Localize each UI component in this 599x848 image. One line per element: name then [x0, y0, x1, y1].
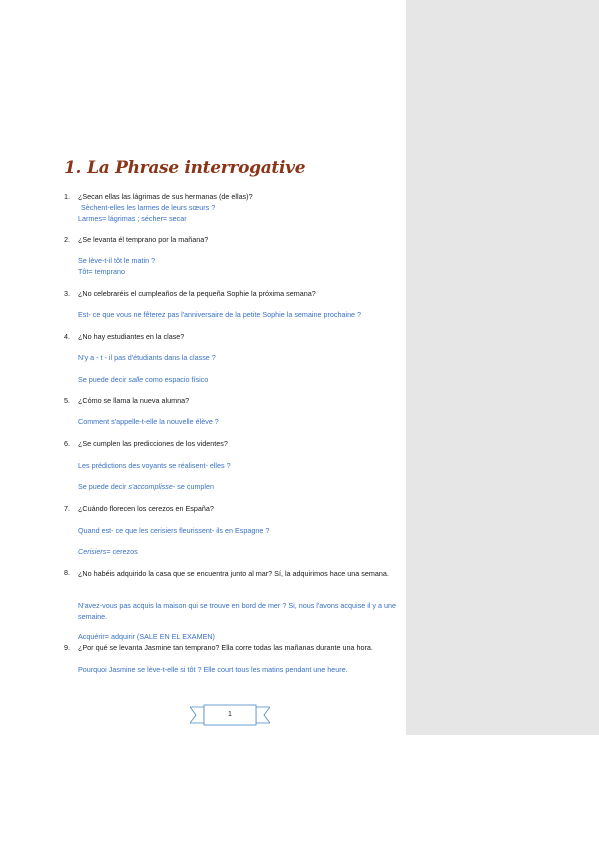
note-emphasis: salle: [128, 375, 144, 384]
answer-text: N'y a - t - il pas d'étudiants dans la classe ?: [78, 353, 216, 362]
note-text: Tôt= temprano: [78, 267, 125, 276]
note-suffix: se cumplen: [175, 482, 215, 491]
answer-text: Se lève-t-il tôt le matin ?: [78, 256, 156, 265]
answer-text: Pourquoi Jasmine se lève-t-elle si tôt ? Elle court tous les matins pendant une heure.: [78, 665, 348, 674]
question-text: ¿Cómo se llama la nueva alumna?: [78, 396, 190, 405]
question-number: 5.: [64, 396, 70, 405]
question-text: ¿Por qué se levanta Jasmine tan temprano? Ella corre todas las mañanas durante una hora.: [78, 643, 373, 652]
note-text: Acquérir= adquirir (SALE EN EL EXAMEN): [78, 632, 215, 641]
page-title: [64, 158, 305, 178]
note-prefix: Se puede decir: [78, 482, 129, 491]
answer-text: Comment s'appelle-t-elle la nouvelle élève ?: [78, 417, 219, 426]
answer-text: Est- ce que vous ne fêterez pas l'anniversaire de la petite Sophie la semaine prochaine ?: [78, 310, 362, 319]
question-text: ¿Secan ellas las lágrimas de sus hermanas (de ellas)?: [78, 192, 253, 201]
question-text: ¿No hay estudiantes en la clase?: [78, 332, 185, 341]
question-text: ¿Se cumplen las predicciones de los videntes?: [78, 439, 228, 448]
note-suffix: como espacio físico: [143, 375, 209, 384]
question-number: 7.: [64, 504, 70, 513]
question-number: 4.: [64, 332, 70, 341]
question-number: 2.: [64, 235, 70, 244]
note-text: [78, 375, 208, 384]
question-number: 8.: [64, 568, 70, 577]
question-text: ¿Cuándo florecen los cerezos en España?: [78, 504, 214, 513]
question-number: 1.: [64, 192, 70, 201]
note-text: Larmes= lágrimas ; sécher= secar: [78, 214, 187, 223]
note-emphasis: Cerisiers: [78, 547, 107, 556]
comment-pane: [406, 0, 599, 735]
note-text: [78, 547, 138, 556]
note-suffix: = cerezos: [106, 547, 138, 556]
answer-text: Quand est- ce que les cerisiers fleurissent- ils en Espagne ?: [78, 526, 270, 535]
page-number-ribbon: [190, 704, 270, 726]
note-prefix: Se puede decir: [78, 375, 129, 384]
title-text: La Phrase interrogative: [87, 158, 306, 178]
question-number: 6.: [64, 439, 70, 448]
note-text: [78, 482, 214, 491]
note-emphasis: s'accomplisse-: [128, 482, 176, 491]
answer-text: Les prédictions des voyants se réalisent- elles ?: [78, 461, 231, 470]
page-number: 1: [228, 711, 232, 718]
answer-text: Sèchent-elles les larmes de leurs sœurs ?: [81, 203, 216, 212]
question-text: ¿Se levanta él temprano por la mañana?: [78, 235, 209, 244]
answer-text: N'avez-vous pas acquis la maison qui se trouve en bord de mer ? Si, nous l'avons acquise il y a une semaine.: [78, 601, 396, 621]
question-number: 3.: [64, 289, 70, 298]
question-number: 9.: [64, 643, 70, 652]
title-number: 1.: [64, 158, 82, 178]
question-text: ¿No celebraréis el cumpleaños de la pequeña Sophie la próxima semana?: [78, 289, 316, 298]
question-text: ¿No habéis adquirido la casa que se encuentra junto al mar? Sí, la adquirimos hace una semana.: [78, 569, 389, 578]
